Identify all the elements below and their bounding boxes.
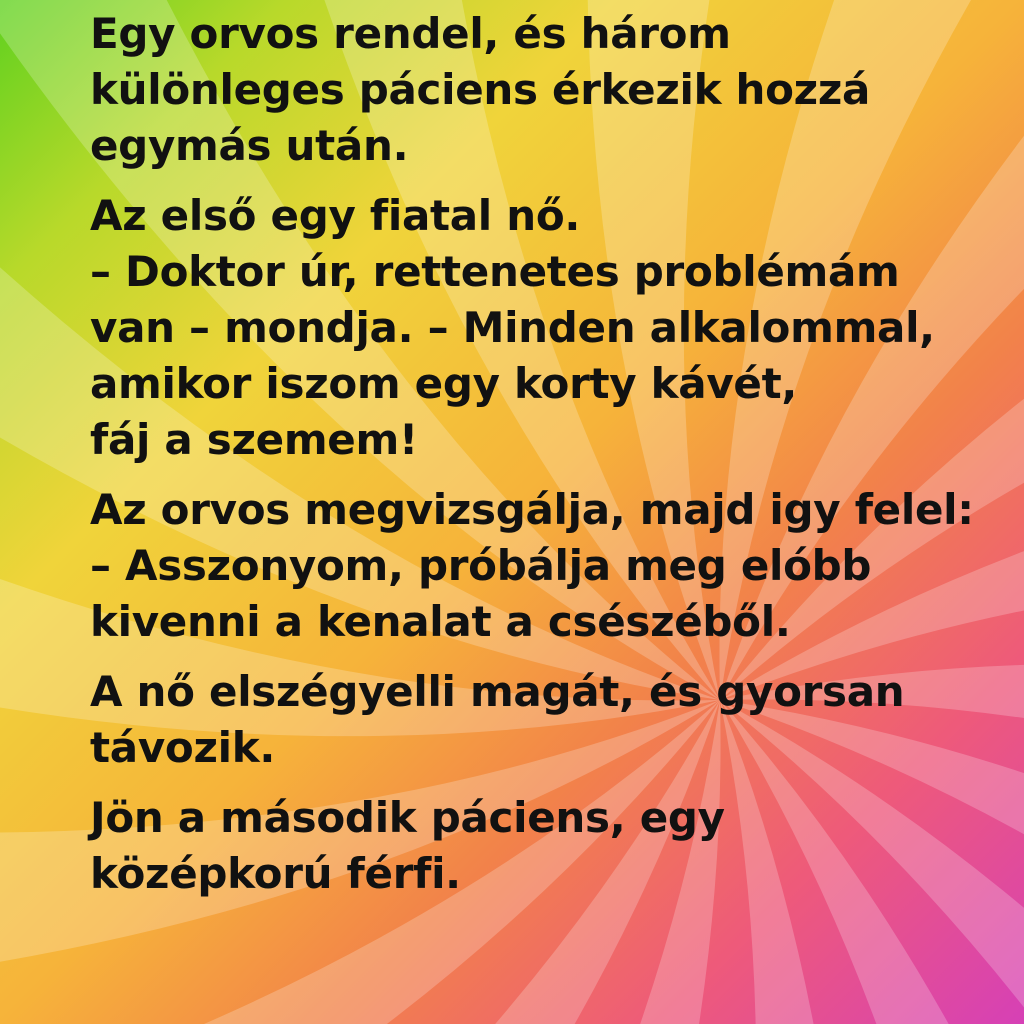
text-line: – Asszonyom, próbálja meg elóbb (90, 541, 872, 590)
joke-text (90, 6, 1010, 916)
text-line: amikor iszom egy korty kávét, (90, 359, 798, 408)
text-line: Egy orvos rendel, és három (90, 9, 731, 58)
paragraph-3 (90, 482, 1010, 650)
paragraph-5 (90, 790, 1010, 902)
text-line: Az orvos megvizsgálja, majd igy felel: (90, 485, 974, 534)
text-line: kivenni a kenalat a csészéből. (90, 597, 791, 646)
text-line: középkorú férfi. (90, 849, 461, 898)
text-line: különleges páciens érkezik hozzá (90, 65, 871, 114)
paragraph-4 (90, 664, 1010, 776)
text-line: van – mondja. – Minden alkalommal, (90, 303, 935, 352)
paragraph-2 (90, 188, 1010, 468)
paragraph-1 (90, 6, 1010, 174)
text-line: Jön a második páciens, egy (90, 793, 725, 842)
text-line: – Doktor úr, rettenetes problémám (90, 247, 900, 296)
text-line: fáj a szemem! (90, 415, 418, 464)
text-line: Az első egy fiatal nő. (90, 191, 581, 240)
text-line: egymás után. (90, 121, 409, 170)
text-line: A nő elszégyelli magát, és gyorsan (90, 667, 905, 716)
text-line: távozik. (90, 723, 275, 772)
